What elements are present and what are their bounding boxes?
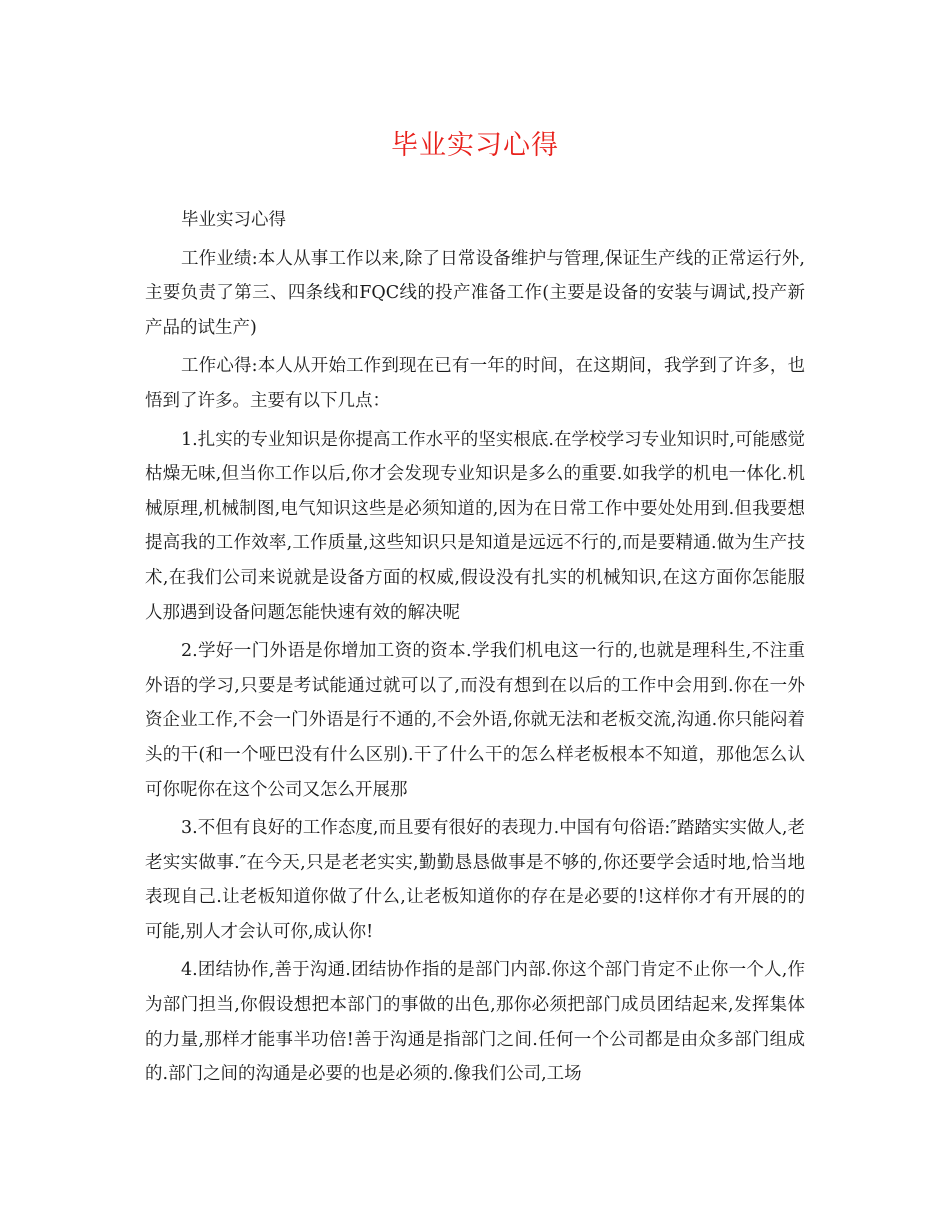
document-body: [145, 203, 805, 1096]
paragraph-point-1: 1.扎实的专业知识是你提高工作水平的坚实根底.在学校学习专业知识时,可能感觉枯燥无味,但当你工作以后,你才会发现专业知识是多么的重要.如我学的机电一体化.机械原理,机械制图,电气知识这些是必须知道的,因为在日常工作中要处处用到.但我要想提高我的工作效率,工作质量,这些知识只是知道是远远不行的,而是要精通.做为生产技术,在我们公司来说就是设备方面的权威,假设没有扎实的机械知识,在这方面你怎能服人那遇到设备问题怎能快速有效的解决呢: [145, 429, 805, 623]
paragraph-point-3: 3.不但有良好的工作态度,而且要有很好的表现力.中国有句俗语:″踏踏实实做人,老老实实做事.″在今天,只是老老实实,勤勤恳恳做事是不够的,你还要学会适时地,恰当地表现自己.让老板知道你做了什么,让老板知道你的存在是必要的!这样你才有开展的的可能,别人才会认可你,成认你!: [145, 818, 805, 942]
paragraph-point-4: 4.团结协作,善于沟通.团结协作指的是部门内部.你这个部门肯定不止你一个人,作为部门担当,你假设想把本部门的事做的出色,那你必须把部门成员团结起来,发挥集体的力量,那样才能事半功倍!善于沟通是指部门之间.任何一个公司都是由众多部门组成的.部门之间的沟通是必要的也是必须的.像我们公司,工场: [145, 960, 805, 1085]
document-title: 毕业实习心得: [391, 130, 559, 161]
paragraph-point-2: 2.学好一门外语是你增加工资的资本.学我们机电这一行的,也就是理科生,不注重外语的学习,只要是考试能通过就可以了,而没有想到在以后的工作中会用到.你在一外资企业工作,不会一门外语是行不通的,不会外语,你就无法和老板交流,沟通.你只能闷着头的干(和一个哑巴没有什么区别).干了什么干的怎么样老板根本不知道，那他怎么认可你呢你在这个公司又怎么开展那: [145, 641, 805, 800]
paragraph-work-results: 工作业绩:本人从事工作以来,除了日常设备维护与管理,保证生产线的正常运行外,主要负责了第三、四条线和FQC线的投产准备工作(主要是设备的安装与调试,投产新产品的试生产): [145, 248, 805, 338]
paragraph-work-experience: 工作心得:本人从开始工作到现在已有一年的时间，在这期间，我学到了许多，也悟到了许多。主要有以下几点：: [145, 356, 805, 411]
paragraph-heading: 毕业实习心得: [181, 210, 286, 230]
